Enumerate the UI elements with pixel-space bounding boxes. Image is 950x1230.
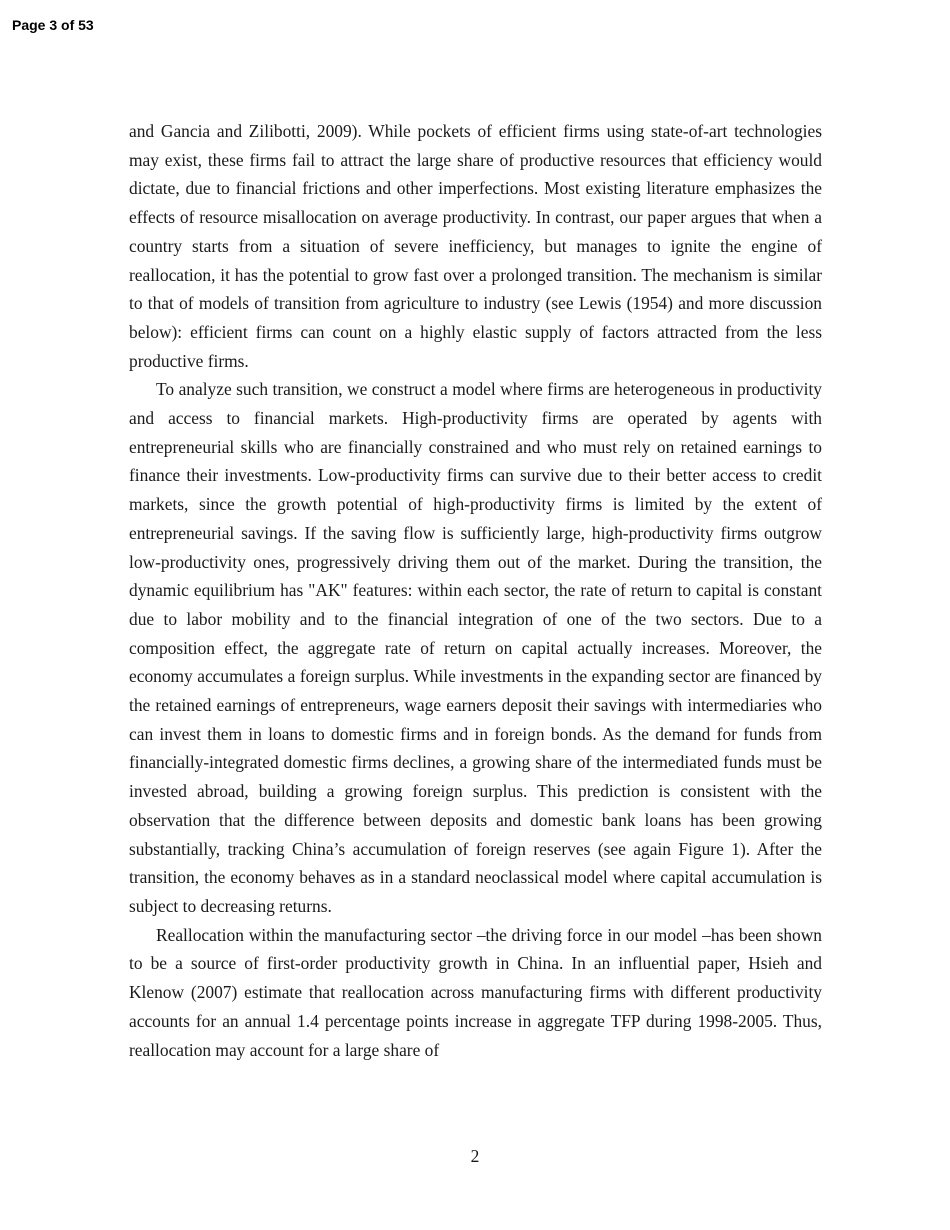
paragraph-1: and Gancia and Zilibotti, 2009). While pockets of efficient firms using state-of-art technologies may exist, these firms fail to attract the large share of productive resources that efficiency would dictate, due to financial frictions and other imperfections. Most existing literature emphasizes the effects of resource misallocation on average productivity. In contrast, our paper argues that when a country starts from a situation of severe inefficiency, but manages to ignite the engine of reallocation, it has the potential to grow fast over a prolonged transition. The mechanism is similar to that of models of transition from agriculture to industry (see Lewis (1954) and more discussion below): efficient firms can count on a highly elastic supply of factors attracted from the less productive firms. <box>129 121 822 371</box>
paragraph-2: To analyze such transition, we construct a model where firms are heterogeneous in productivity and access to financial markets. High-productivity firms are operated by agents with entrepreneurial skills who are financially constrained and who must rely on retained earnings to finance their investments. Low-productivity firms can survive due to their better access to credit markets, since the growth potential of high-productivity firms is limited by the extent of entrepreneurial savings. If the saving flow is sufficiently large, high-productivity firms outgrow low-productivity ones, progressively driving them out of the market. During the transition, the dynamic equilibrium has "AK" features: within each sector, the rate of return to capital is constant due to labor mobility and to the financial integration of one of the two sectors. Due to a composition effect, the aggregate rate of return on capital actually increases. Moreover, the economy accumulates a foreign surplus. While investments in the expanding sector are financed by the retained earnings of entrepreneurs, wage earners deposit their savings with intermediaries who can invest them in loans to domestic firms and in foreign bonds. As the demand for funds from financially-integrated domestic firms declines, a growing share of the intermediated funds must be invested abroad, building a growing foreign surplus. This prediction is consistent with the observation that the difference between deposits and domestic bank loans has been growing substantially, tracking China’s accumulation of foreign reserves (see again Figure 1). After the transition, the economy behaves as in a standard neoclassical model where capital accumulation is subject to decreasing returns. <box>129 379 822 916</box>
page-counter: Page 3 of 53 <box>12 17 94 33</box>
paragraph-3: Reallocation within the manufacturing sector –the driving force in our model –has been shown to be a source of first-order productivity growth in China. In an influential paper, Hsieh and Klenow (2007) estimate that reallocation across manufacturing firms with different productivity accounts for an annual 1.4 percentage points increase in aggregate TFP during 1998-2005. Thus, reallocation may account for a large share of <box>129 924 822 1060</box>
document-body <box>129 117 822 1064</box>
page-number: 2 <box>470 1146 480 1166</box>
